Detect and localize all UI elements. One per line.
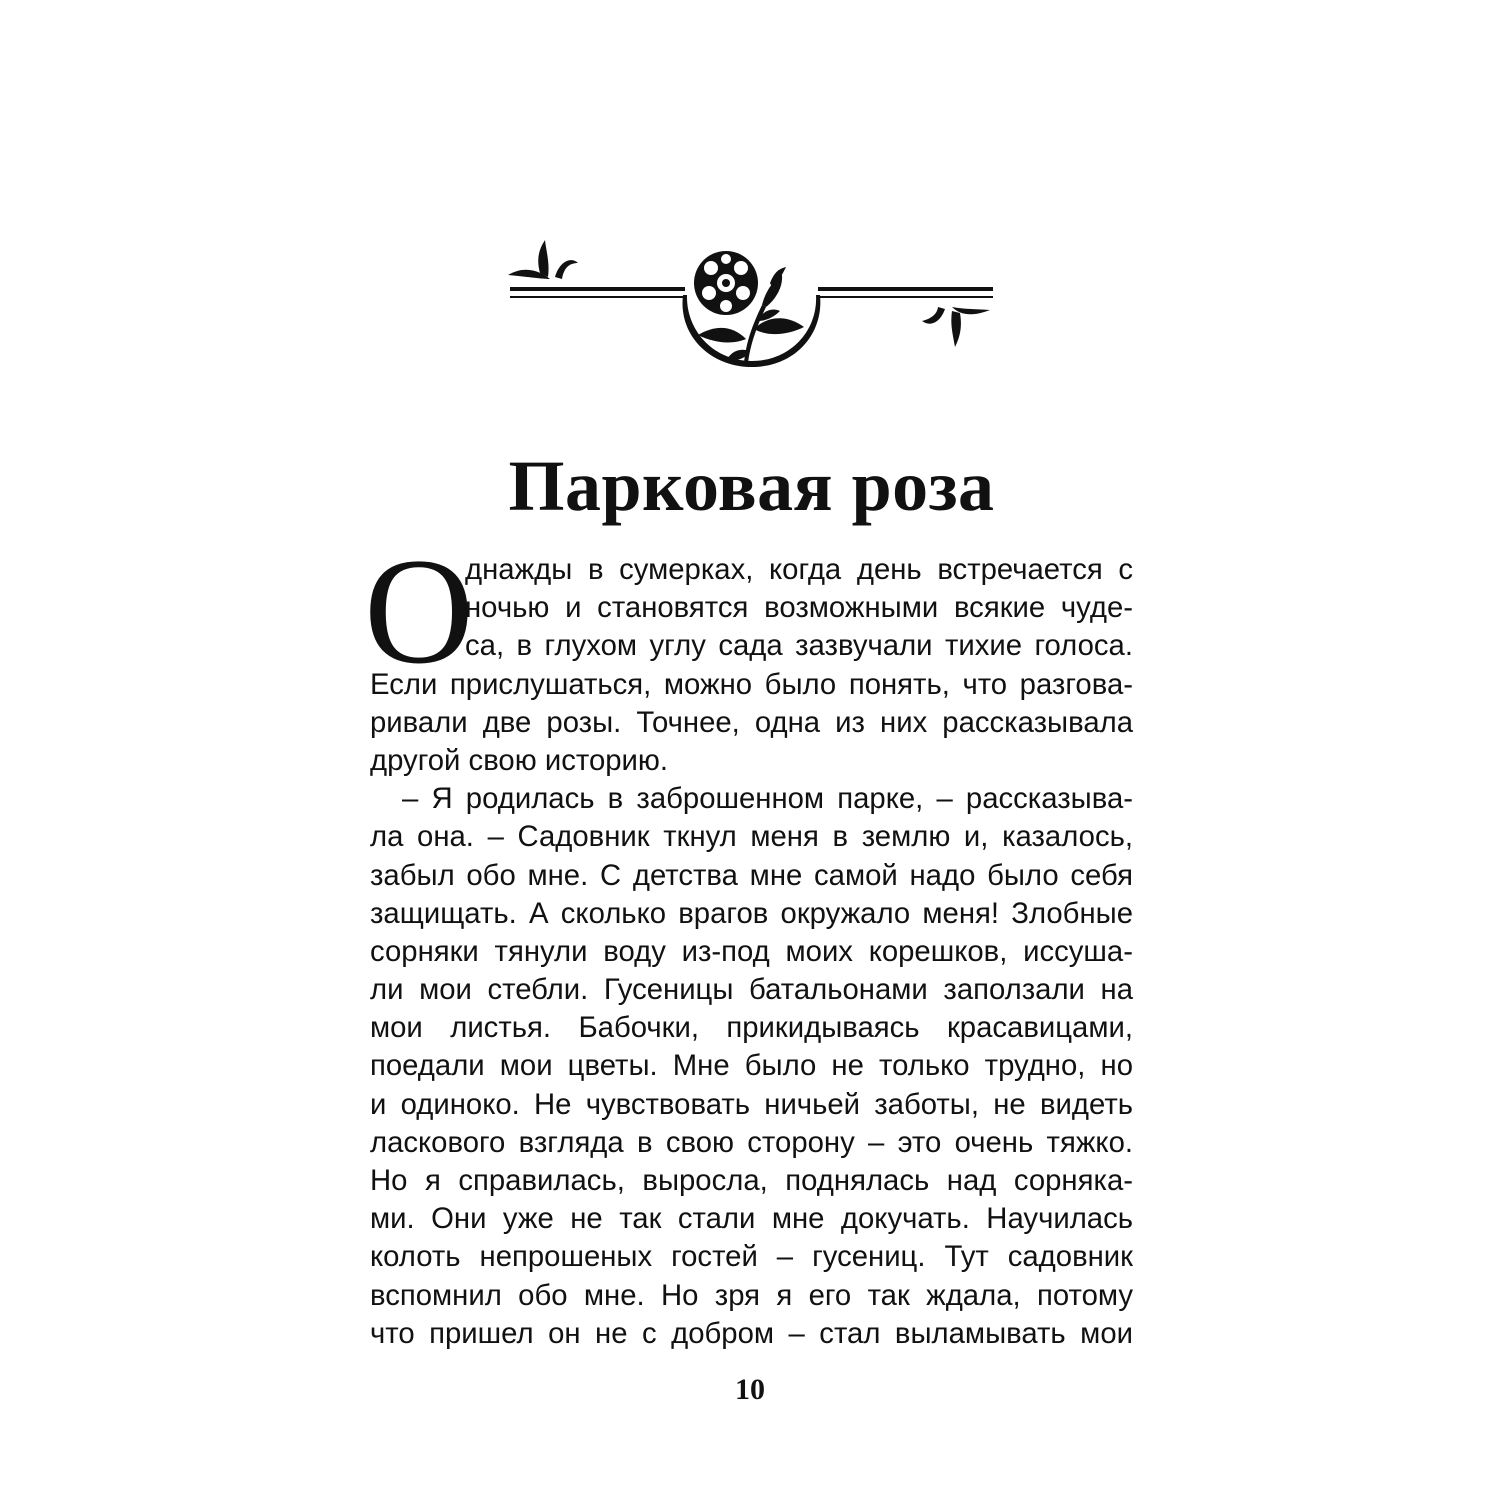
- text-line: защищать. А сколько врагов окружало меня! Злобные: [370, 896, 1133, 930]
- text-line: ла она. – Садовник ткнул меня в землю и, казалось,: [370, 820, 1133, 854]
- text-line: и одиноко. Не чувствовать ничьей заботы, не видеть: [370, 1087, 1133, 1121]
- text-line: Если прислушаться, можно было понять, что разгова-: [370, 667, 1133, 701]
- text-line: ласкового взгляда в свою сторону – это очень тяжко.: [370, 1125, 1133, 1159]
- text-line: ли мои стебли. Гусеницы батальонами заползали на: [370, 973, 1133, 1007]
- chapter-title: Парковая роза: [508, 446, 995, 526]
- text-line: забыл обо мне. С детства мне самой надо было себя: [370, 858, 1133, 892]
- text-line: другой свою историю.: [370, 743, 669, 777]
- text-line: ривали две розы. Точнее, одна из них рассказывала: [370, 705, 1133, 739]
- text-line: колоть непрошеных гостей – гусениц. Тут садовник: [370, 1240, 1133, 1274]
- text-line: мои листья. Бабочки, прикидываясь красавицами,: [370, 1011, 1133, 1045]
- text-line: Но я справилась, выросла, поднялась над сорняка-: [370, 1164, 1133, 1197]
- text-line: что пришел он не с добром – стал выламывать мои: [370, 1316, 1133, 1350]
- text-line: са, в глухом углу сада зазвучали тихие голоса.: [465, 629, 1133, 663]
- text-line: днажды в сумерках, когда день встречается с: [465, 553, 1133, 586]
- text-line: ночью и становятся возможными всякие чуде-: [465, 591, 1133, 625]
- text-line: – Я родилась в заброшенном парке, – рассказыва-: [402, 782, 1133, 816]
- drop-cap: О: [364, 527, 474, 695]
- text-line: поедали мои цветы. Мне было не только трудно, но: [370, 1049, 1133, 1083]
- rose-ornament-header: [500, 235, 1000, 375]
- body-text: [370, 551, 1133, 1353]
- text-line: вспомнил обо мне. Но зря я его так ждала, потому: [370, 1278, 1133, 1312]
- text-line: сорняки тянули воду из-под моих корешков, иссуша-: [370, 934, 1133, 968]
- text-line: ми. Они уже не так стали мне докучать. Научилась: [370, 1202, 1133, 1236]
- page-number: 10: [735, 1373, 765, 1406]
